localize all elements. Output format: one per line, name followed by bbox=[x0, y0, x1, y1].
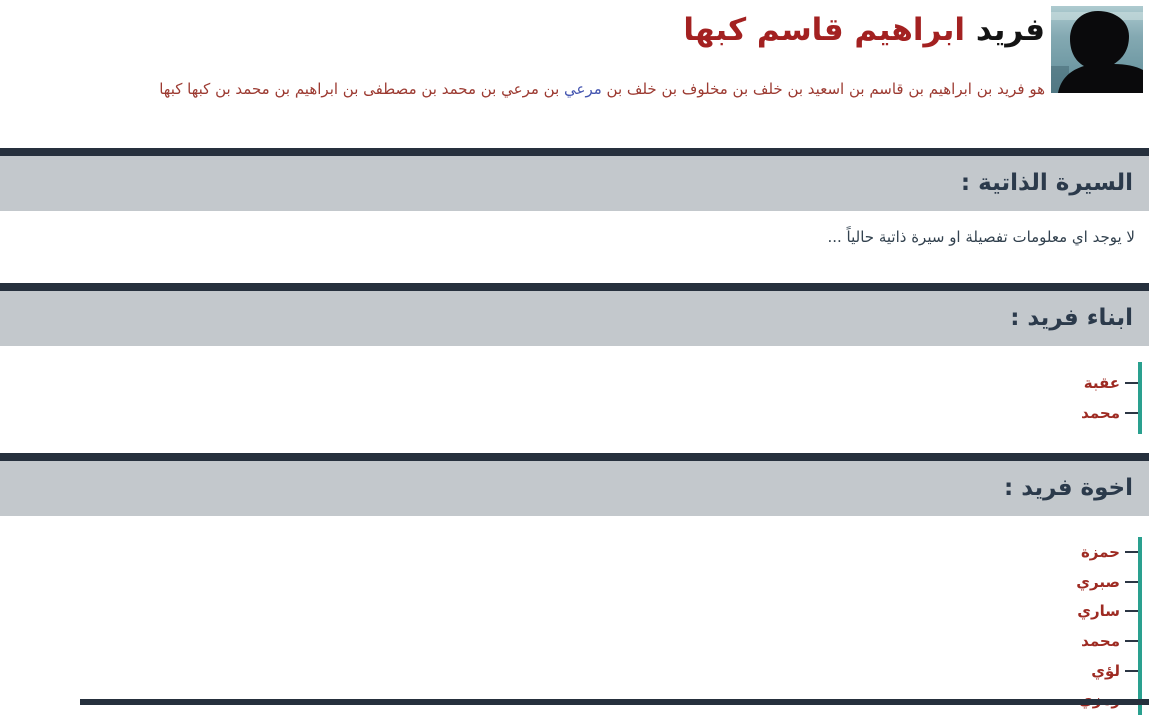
next-section-top-border bbox=[80, 699, 1149, 705]
bio-empty-text: لا يوجد اي معلومات تفصيلة او سيرة ذاتية حالياً ... bbox=[827, 228, 1135, 246]
sibling-name-link[interactable]: محمد bbox=[1081, 631, 1120, 650]
lineage-text bbox=[159, 80, 1045, 98]
person-rest-name: ابراهيم قاسم كبها bbox=[683, 12, 966, 48]
siblings-tree bbox=[0, 537, 1142, 715]
tree-tick-icon bbox=[1125, 551, 1138, 553]
tree-tick-icon bbox=[1125, 581, 1138, 583]
sibling-name-link[interactable]: ساري bbox=[1077, 602, 1120, 621]
tree-tick-icon bbox=[1125, 382, 1138, 384]
lineage-ancestor-link[interactable]: مرعي bbox=[564, 80, 602, 98]
tree-item-sibling bbox=[0, 656, 1138, 686]
section-header-children bbox=[0, 283, 1149, 346]
lineage-prefix: هو فريد بن ابراهيم بن قاسم بن اسعيد بن خلف بن مخلوف بن خلف بن bbox=[601, 80, 1045, 98]
tree-tick-icon bbox=[1125, 610, 1138, 612]
person-silhouette-icon bbox=[1051, 6, 1143, 93]
section-title-bio: السيرة الذاتية : bbox=[960, 170, 1133, 196]
tree-item-sibling bbox=[0, 596, 1138, 626]
section-title-children: ابناء فريد : bbox=[1010, 305, 1133, 331]
person-header bbox=[0, 0, 1149, 148]
tree-tick-icon bbox=[1125, 412, 1138, 414]
child-name-link[interactable]: عقبة bbox=[1083, 374, 1120, 392]
tree-tick-icon bbox=[1125, 640, 1138, 642]
lineage-suffix: بن مرعي بن محمد بن مصطفى بن ابراهيم بن محمد بن كبها كبها bbox=[159, 80, 565, 98]
sibling-name-link[interactable]: حمزة bbox=[1080, 542, 1120, 561]
bio-empty-message bbox=[0, 211, 1149, 283]
tree-item-sibling bbox=[0, 537, 1138, 567]
section-title-siblings: اخوة فريد : bbox=[1004, 475, 1133, 501]
child-name-link[interactable]: محمد bbox=[1081, 404, 1120, 422]
tree-item-sibling bbox=[0, 626, 1138, 656]
tree-tick-icon bbox=[1125, 670, 1138, 672]
children-list-area bbox=[0, 362, 1149, 453]
section-header-bio bbox=[0, 148, 1149, 211]
tree-item-child bbox=[0, 368, 1138, 398]
profile-photo bbox=[1051, 6, 1143, 93]
tree-item-child bbox=[0, 398, 1138, 428]
section-header-siblings bbox=[0, 453, 1149, 516]
person-first-name: فريد bbox=[975, 12, 1045, 48]
tree-item-sibling bbox=[0, 567, 1138, 597]
siblings-list-area bbox=[0, 537, 1149, 715]
person-name-title bbox=[683, 12, 1045, 48]
children-tree bbox=[0, 362, 1142, 434]
sibling-name-link[interactable]: صبري bbox=[1076, 572, 1120, 591]
sibling-name-link[interactable]: لؤي bbox=[1091, 661, 1120, 680]
